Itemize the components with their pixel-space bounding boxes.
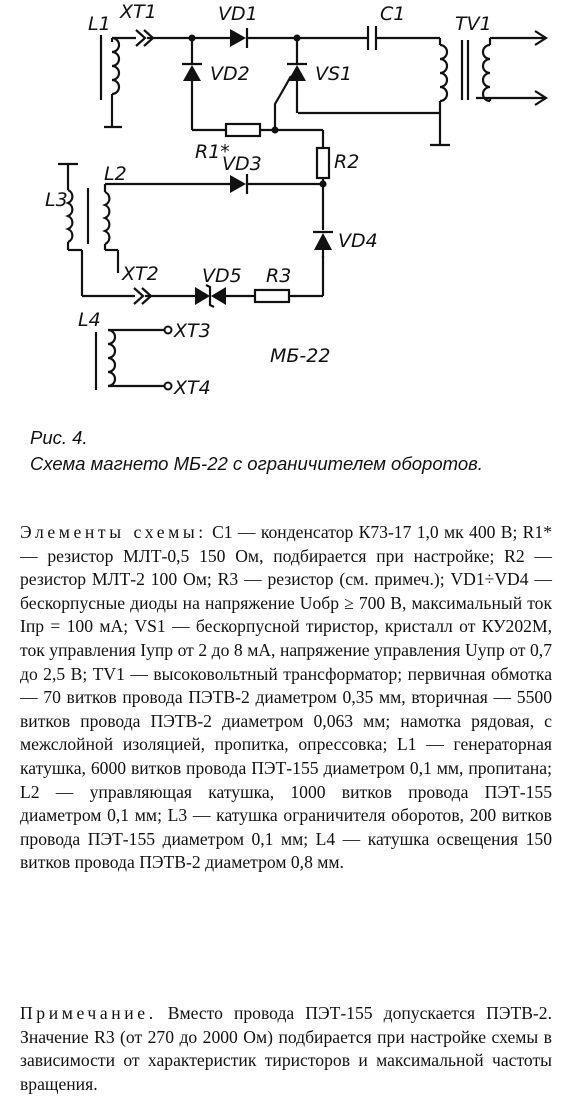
note-heading: Примечание.	[20, 1003, 157, 1023]
label-vd1: VD1	[218, 3, 258, 25]
label-l3: L3	[45, 189, 68, 211]
label-l4: L4	[78, 309, 101, 331]
connector-xt1	[136, 30, 230, 46]
coil-l4	[96, 327, 172, 391]
elements-paragraph	[20, 521, 552, 875]
figure-number: Рис. 4.	[30, 427, 88, 448]
label-vd3: VD3	[222, 153, 262, 175]
transformer-tv1	[298, 31, 546, 145]
magneto-schematic	[0, 0, 568, 420]
figure-title: Схема магнето МБ-22 с ограничителем оборотов.	[30, 453, 483, 474]
label-r1: R1*	[195, 141, 230, 163]
label-xt4: XT4	[174, 377, 211, 399]
label-vd2: VD2	[210, 63, 250, 85]
capacitor-c1	[368, 26, 440, 50]
note-body: Вместо провода ПЭТ-155 допускается ПЭТВ-2. Значение R3 (от 270 до 2000 Ом) подбирается при настройке схемы в зависимости от характеристик тиристоров и максимальной частоты вращения.	[20, 1003, 552, 1094]
label-r3: R3	[266, 265, 292, 287]
label-xt2: XT2	[122, 263, 159, 285]
label-mb22: МБ-22	[270, 345, 331, 367]
label-vd5: VD5	[202, 265, 242, 287]
coil-l2	[105, 184, 118, 273]
elements-heading: Элементы схемы:	[20, 522, 207, 542]
label-c1: C1	[380, 3, 406, 25]
diode-vd3	[105, 174, 323, 194]
label-r2: R2	[334, 151, 360, 173]
label-l2: L2	[104, 163, 127, 185]
coil-l1	[101, 35, 136, 127]
diode-vd5	[195, 285, 255, 307]
resistor-r2	[317, 148, 329, 230]
connector-xt2	[134, 288, 195, 304]
resistor-r1	[226, 124, 323, 148]
label-vd4: VD4	[338, 230, 378, 252]
label-tv1: TV1	[455, 13, 492, 35]
thyristor-vs1	[275, 38, 307, 130]
elements-body: C1 — конденсатор К73-17 1,0 мк 400 В; R1* — резистор МЛТ-0,5 150 Ом, подбирается при настройке; R2 — резистор МЛТ-2 100 Ом; R3 — резистор (см. примеч.); VD1÷VD4 — бескорпусные диоды на напряжение Uобр ≥ 700 В, максимальный ток Iпр = 100 мА; VS1 — бескорпусной тиристор, кристалл от КУ202М, ток управления Iупр от 2 до 8 мА, напряжение управления Uупр от 0,7 до 2,5 В; TV1 — высоковольтный трансформатор; первичная обмотка — 70 витков провода ПЭТВ-2 диаметром 0,35 мм, вторичная — 5500 витков провода ПЭТВ-2 диаметром 0,063 мм; намотка рядовая, с межслойной изоляцией, пропитка, опрессовка; L1 — генераторная катушка, 6000 витков провода ПЭТ-155 диаметром 0,1 мм, пропитана; L2 — управляющая катушка, 1000 витков провода ПЭТ-155 диаметром 0,1 мм; L3 — катушка ограничителя оборотов, 200 витков провода ПЭТ-155 диаметром 0,1 мм; L4 — катушка освещения 150 витков провода ПЭТВ-2 диаметром 0,8 мм.	[20, 522, 552, 873]
label-xt1: XT1	[120, 1, 157, 23]
diode-vd4	[313, 232, 333, 258]
note-paragraph	[20, 1002, 552, 1096]
label-l1: L1	[88, 13, 111, 35]
label-vs1: VS1	[315, 63, 353, 85]
label-xt3: XT3	[174, 320, 211, 342]
